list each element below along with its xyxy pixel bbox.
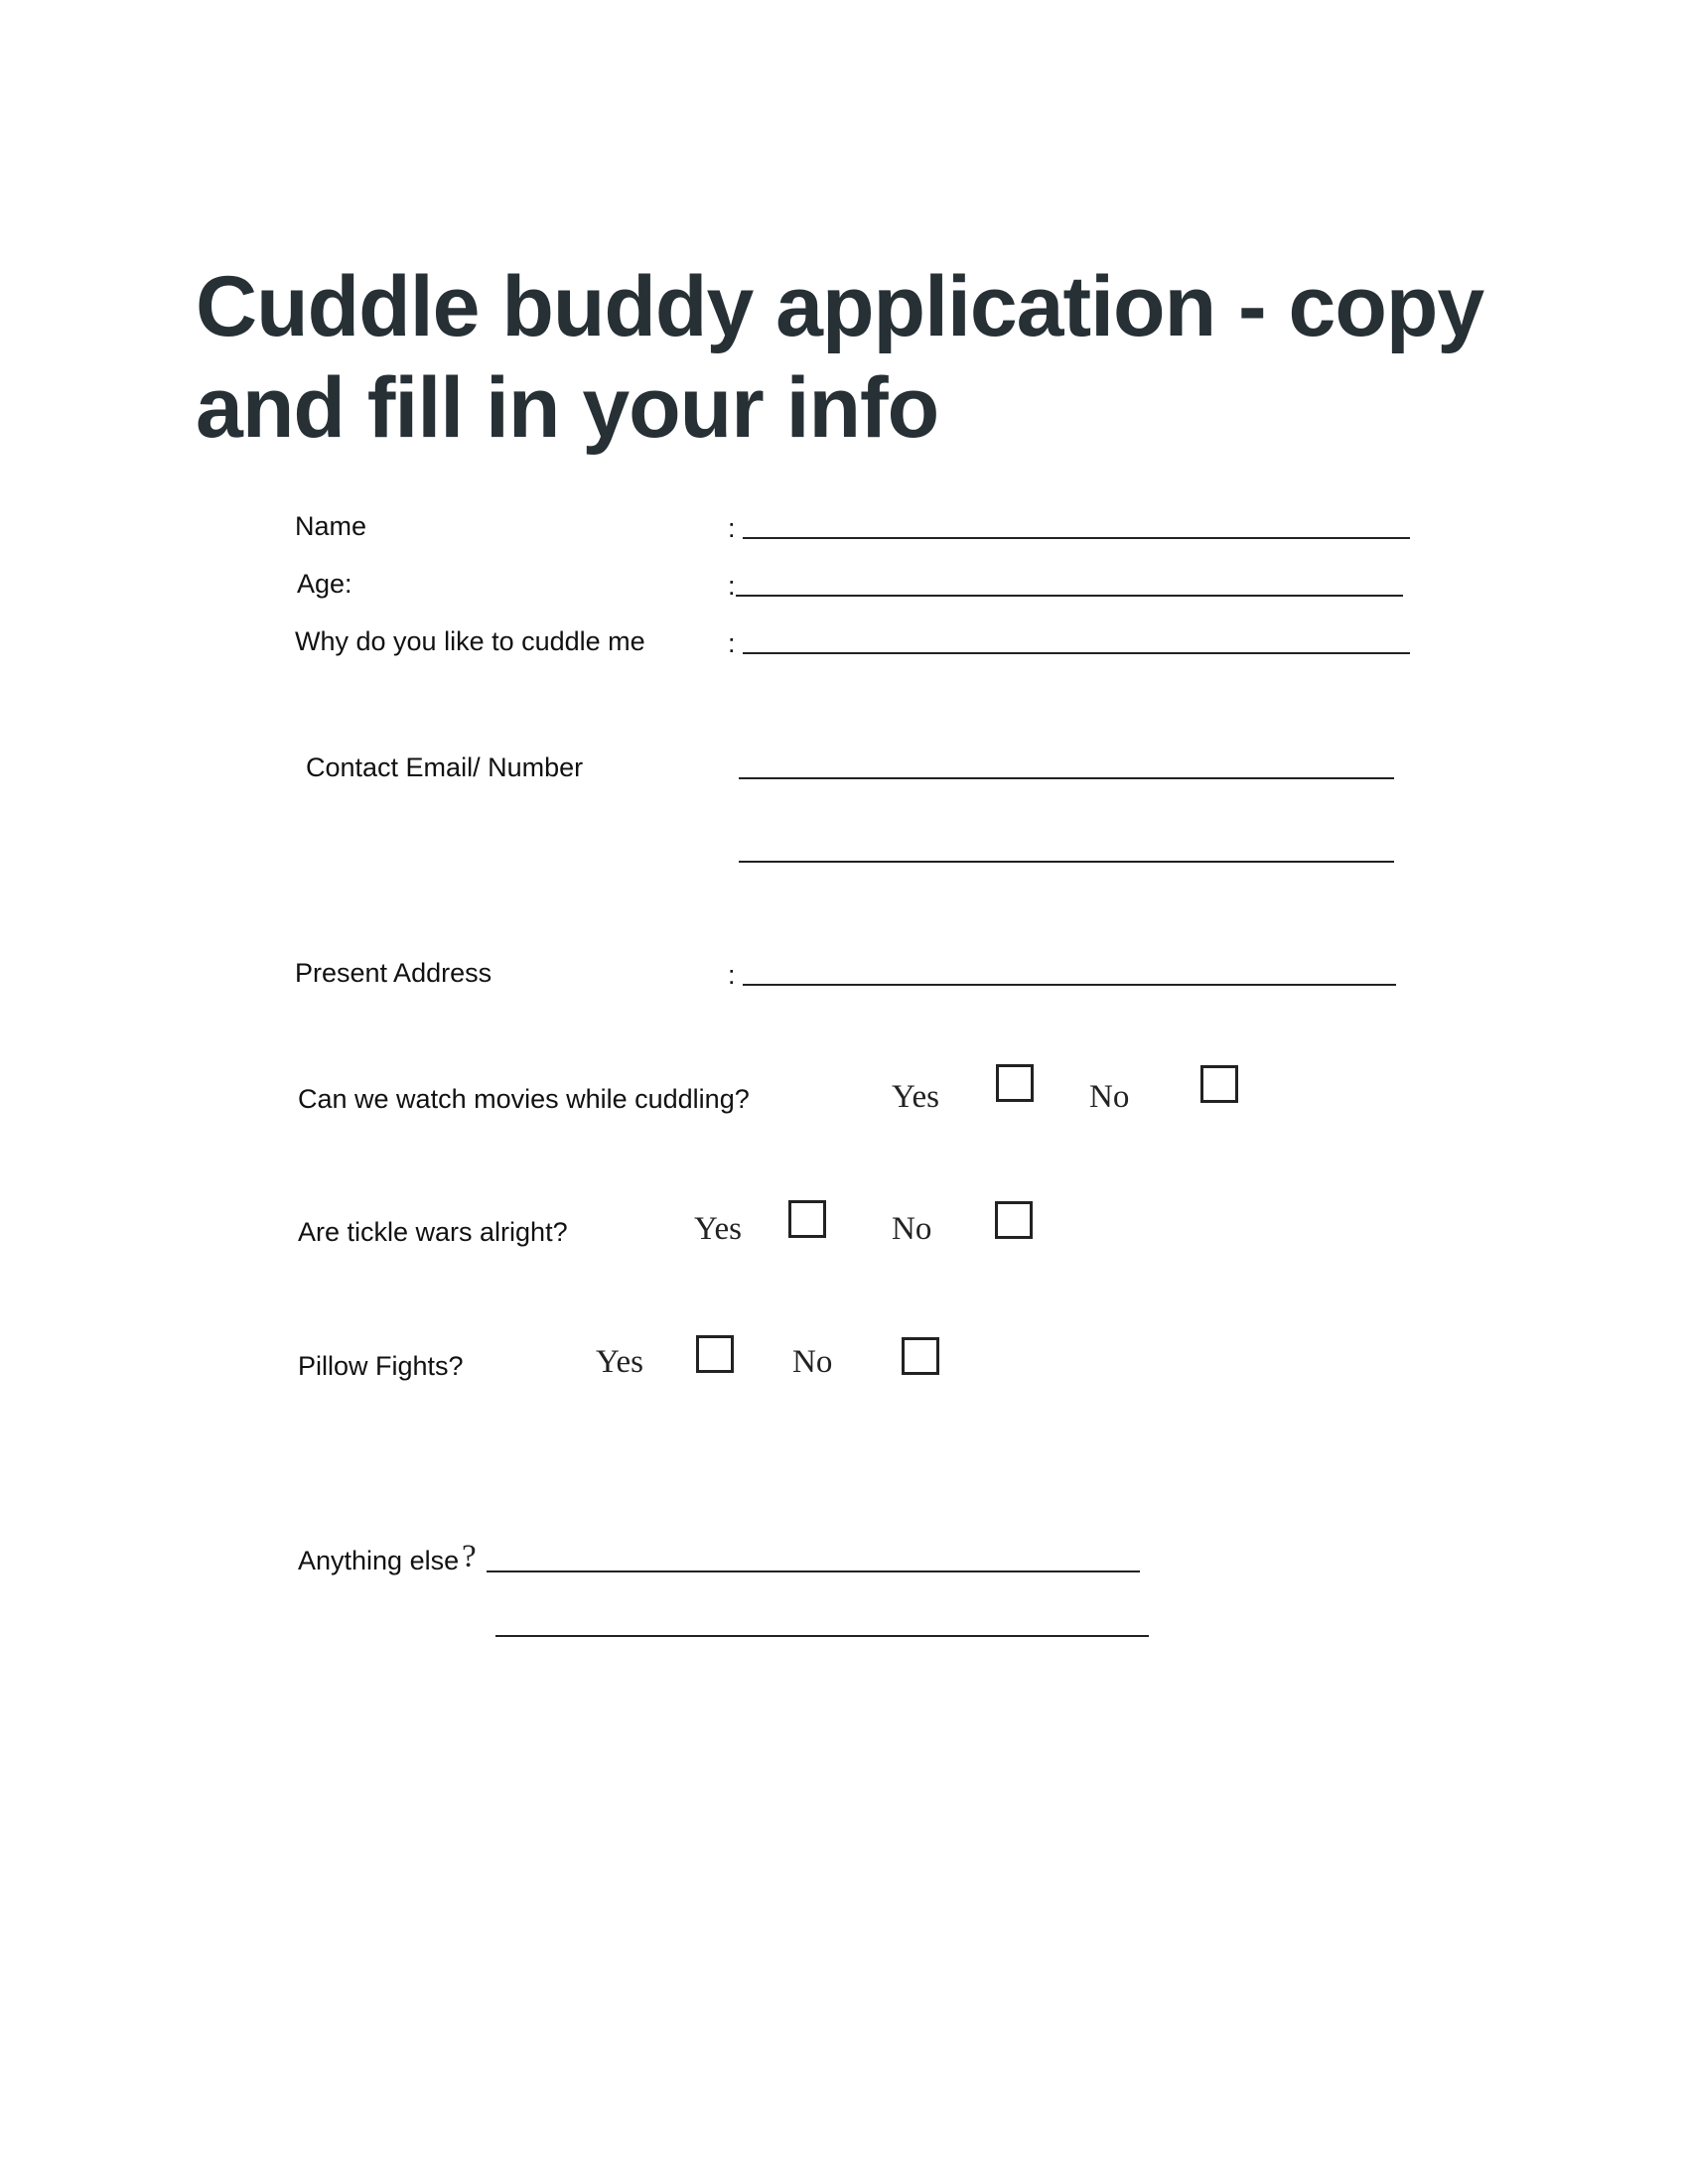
pillow-yes-checkbox[interactable] <box>696 1335 734 1373</box>
name-field[interactable] <box>743 537 1410 539</box>
movies-yes-checkbox[interactable] <box>996 1064 1034 1102</box>
why-field[interactable] <box>743 652 1410 654</box>
anything-else-question-mark: ? <box>462 1539 477 1574</box>
tickle-no-label: No <box>892 1211 932 1247</box>
address-colon: : <box>728 960 736 990</box>
anything-else-field-1[interactable] <box>487 1570 1140 1572</box>
why-colon: : <box>728 628 736 658</box>
page-title: Cuddle buddy application - copy and fill in your info <box>196 259 1484 456</box>
anything-else-label: Anything else <box>298 1546 460 1575</box>
contact-field-2[interactable] <box>739 861 1394 863</box>
why-label: Why do you like to cuddle me <box>295 626 645 656</box>
age-field[interactable] <box>736 595 1403 597</box>
pillow-no-checkbox[interactable] <box>902 1337 939 1375</box>
age-label: Age: <box>297 569 352 599</box>
tickle-no-checkbox[interactable] <box>995 1201 1033 1239</box>
name-label: Name <box>295 511 367 541</box>
pillow-question-label: Pillow Fights? <box>298 1351 464 1381</box>
anything-else-field-2[interactable] <box>495 1635 1149 1637</box>
movies-no-checkbox[interactable] <box>1200 1065 1238 1103</box>
contact-label: Contact Email/ Number <box>306 752 584 782</box>
pillow-no-label: No <box>792 1344 833 1380</box>
address-field[interactable] <box>743 984 1396 986</box>
movies-yes-label: Yes <box>892 1079 940 1115</box>
tickle-yes-checkbox[interactable] <box>788 1200 826 1238</box>
tickle-yes-label: Yes <box>694 1211 743 1247</box>
movies-question-label: Can we watch movies while cuddling? <box>298 1084 750 1114</box>
movies-no-label: No <box>1089 1079 1130 1115</box>
contact-field-1[interactable] <box>739 777 1394 779</box>
address-label: Present Address <box>295 958 492 988</box>
tickle-question-label: Are tickle wars alright? <box>298 1217 568 1247</box>
age-colon: : <box>728 571 736 601</box>
pillow-yes-label: Yes <box>596 1344 644 1380</box>
name-colon: : <box>728 513 736 543</box>
